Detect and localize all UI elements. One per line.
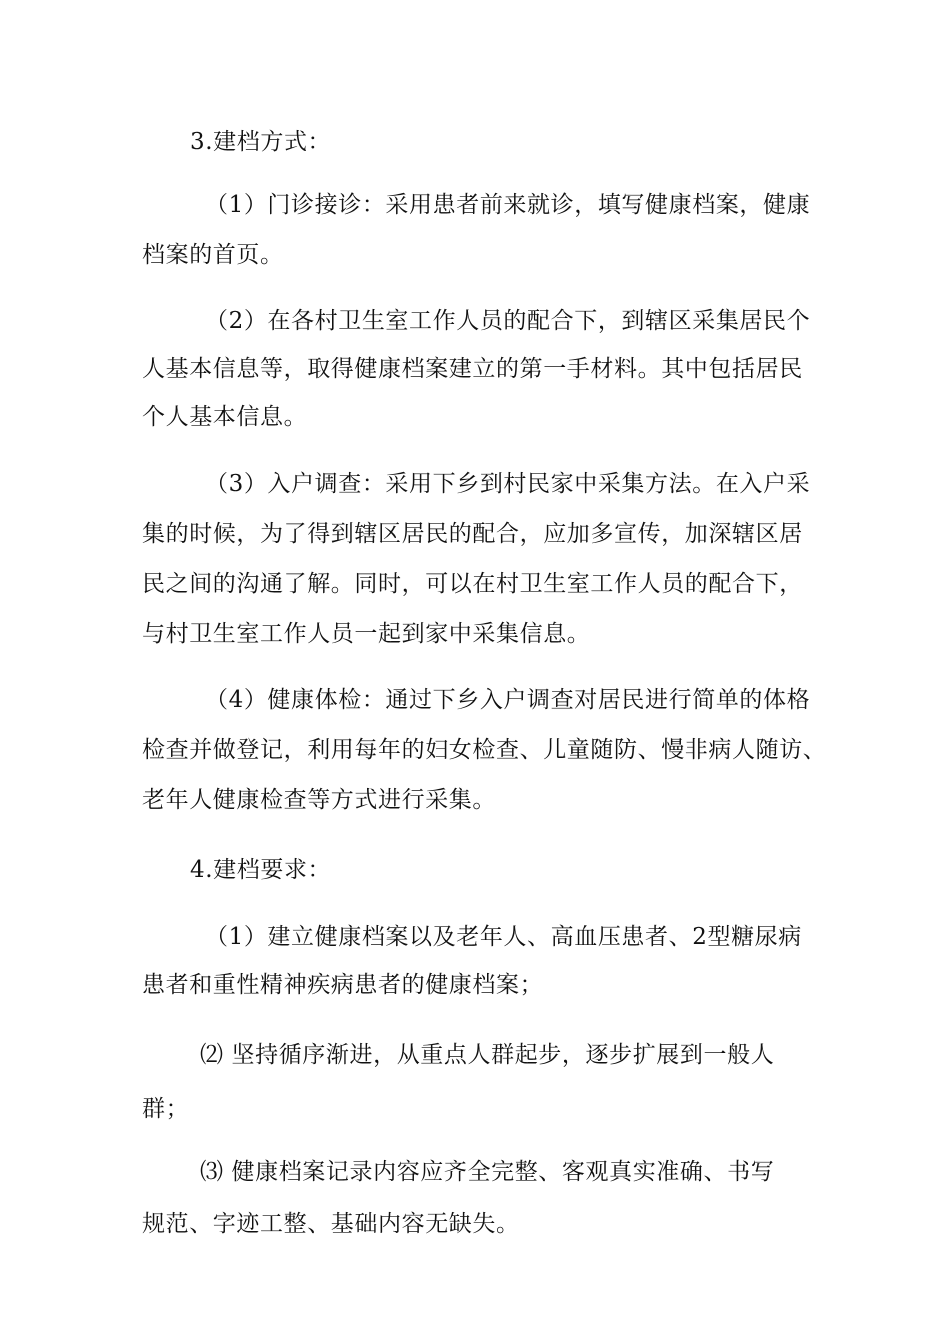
text-line: ⑶ 健康档案记录内容应齐全完整、客观真实准确、书写 <box>200 1159 775 1185</box>
text-line: （2）在各村卫生室工作人员的配合下，到辖区采集居民个 <box>205 308 811 334</box>
text-line: 患者和重性精神疾病患者的健康档案； <box>142 972 544 998</box>
text-line: 检查并做登记，利用每年的妇女检查、儿童随防、慢非病人随访、 <box>142 737 827 763</box>
text-line: 集的时候，为了得到辖区居民的配合，应加多宣传，加深辖区居 <box>142 521 803 547</box>
text-line: 4.建档要求： <box>190 857 332 883</box>
text-line: 3.建档方式： <box>190 129 332 155</box>
text-line: （3）入户调查：采用下乡到村民家中采集方法。在入户采 <box>205 471 811 497</box>
text-line: 档案的首页。 <box>142 242 284 268</box>
text-line: （1）门诊接诊：采用患者前来就诊，填写健康档案，健康 <box>205 192 811 218</box>
text-line: 与村卫生室工作人员一起到家中采集信息。 <box>142 621 591 647</box>
text-line: 群； <box>142 1096 190 1122</box>
text-line: 民之间的沟通了解。同时，可以在村卫生室工作人员的配合下， <box>142 571 803 597</box>
text-line: （4）健康体检：通过下乡入户调查对居民进行简单的体格 <box>205 687 811 713</box>
text-line: 个人基本信息。 <box>142 404 308 430</box>
text-line: ⑵ 坚持循序渐进，从重点人群起步，逐步扩展到一般人 <box>200 1042 775 1068</box>
text-line: 规范、字迹工整、基础内容无缺失。 <box>142 1211 520 1237</box>
text-line: 老年人健康检查等方式进行采集。 <box>142 787 496 813</box>
text-line: （1）建立健康档案以及老年人、高血压患者、2型糖尿病 <box>205 924 802 950</box>
text-line: 人基本信息等，取得健康档案建立的第一手材料。其中包括居民 <box>142 356 803 382</box>
